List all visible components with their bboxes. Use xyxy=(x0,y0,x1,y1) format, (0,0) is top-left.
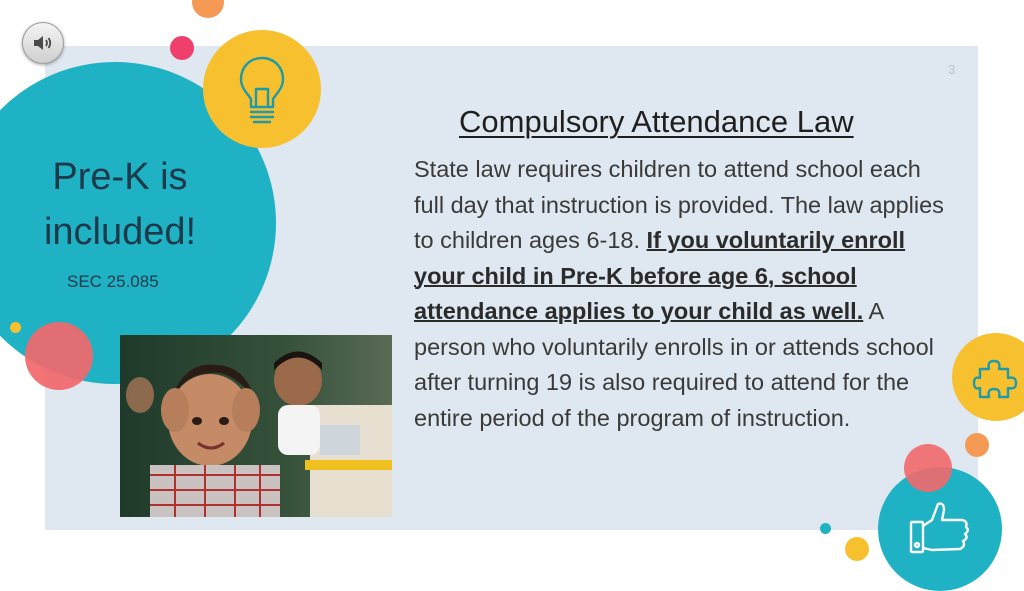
deco-circle-orange-right xyxy=(965,433,989,457)
section-reference: SEC 25.085 xyxy=(67,272,159,291)
deco-dot-teal xyxy=(820,523,831,534)
slide-number: 3 xyxy=(948,62,956,77)
speaker-icon xyxy=(32,33,54,53)
prek-heading: Pre-K is included! xyxy=(43,156,197,253)
audio-button[interactable] xyxy=(22,22,64,64)
thumbs-up-icon xyxy=(908,498,972,556)
deco-dot-yellow-left xyxy=(10,322,21,333)
body-text-start: State law requires children to attend school each full day that instruction is provided. The law applies to children ages 6-18. xyxy=(414,156,944,253)
children-photo xyxy=(120,335,392,517)
body-text-emphasis: If you voluntarily enroll your child in Pre-K before age 6, school attendance applies to your child as well. xyxy=(414,227,906,324)
deco-circle-pink-small xyxy=(170,36,194,60)
puzzle-icon xyxy=(972,355,1018,401)
deco-circle-coral-left xyxy=(25,322,93,390)
deco-circle-yellow-bottom xyxy=(845,537,869,561)
body-text xyxy=(414,152,944,436)
lightbulb-icon xyxy=(237,55,287,127)
body-text-end: A person who voluntarily enrolls in or attends school after turning 19 is also required to attend for the entire period of the program of instruction. xyxy=(414,298,934,431)
deco-circle-orange-top xyxy=(192,0,224,18)
deco-circle-coral-right xyxy=(904,444,952,492)
slide-title: Compulsory Attendance Law xyxy=(459,104,854,139)
